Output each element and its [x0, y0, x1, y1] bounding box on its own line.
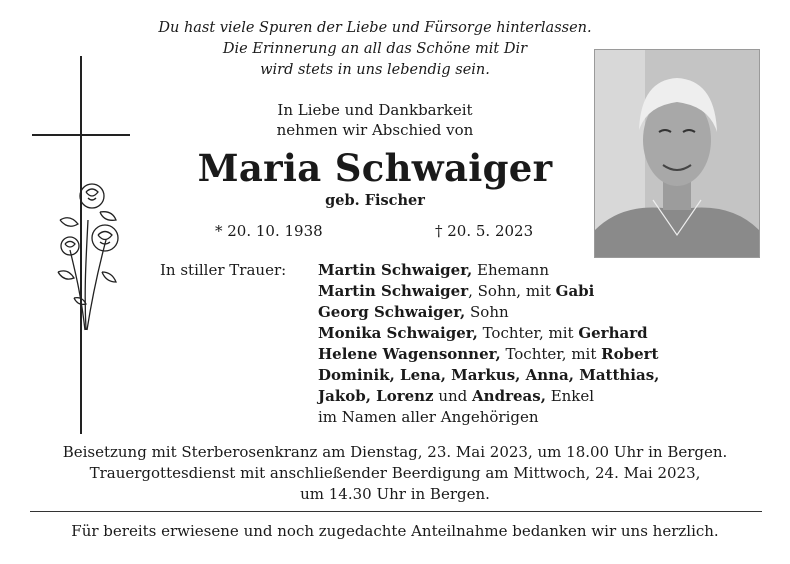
mourner-line [318, 407, 659, 428]
mourner-line [318, 386, 659, 407]
mourner-name: Helene Wagensonner, [318, 345, 501, 363]
mourners-list [318, 260, 659, 428]
divider [30, 511, 762, 512]
funeral-line: Trauergottesdienst mit anschließender Beerdigung am Mittwoch, 24. Mai 2023, [89, 464, 701, 482]
mourner-line [318, 365, 659, 386]
mourner-line [318, 281, 659, 302]
intro-line: In Liebe und Dankbarkeit [277, 101, 473, 119]
poem-line: Du hast viele Spuren der Liebe und Fürsorge hinterlassen. [158, 20, 592, 36]
mourner-relation: Enkel [545, 387, 595, 405]
mourner-relation: Ehemann [472, 261, 549, 279]
mourner-relation: Tochter, mit [500, 345, 602, 363]
mourner-line [318, 344, 659, 365]
poem-line: wird stets in uns lebendig sein. [260, 62, 490, 78]
poem-line: Die Erinnerung an all das Schöne mit Dir [222, 41, 528, 57]
mourner-relation: , Sohn, mit [468, 282, 556, 300]
intro-line: nehmen wir Abschied von [276, 121, 474, 139]
mourner-line [318, 323, 659, 344]
mourner-relation: Sohn [465, 303, 509, 321]
mourner-name: Georg Schwaiger, [318, 303, 466, 321]
funeral-info [0, 442, 790, 505]
mourner-line [318, 302, 659, 323]
mourner-name: Martin Schwaiger [318, 282, 469, 300]
mourner-name: Andreas, [472, 387, 546, 405]
mourner-relation: im Namen aller Angehörigen [318, 408, 539, 426]
portrait-photo [594, 49, 760, 258]
mourner-name: Martin Schwaiger, [318, 261, 473, 279]
maiden-name: geb. Fischer [325, 192, 425, 209]
mourner-relation: Tochter, mit [477, 324, 579, 342]
death-date: † 20. 5. 2023 [435, 222, 534, 240]
mourner-partner: Gerhard [578, 324, 648, 342]
mourner-relation: und [433, 387, 473, 405]
mourner-partner: Robert [601, 345, 659, 363]
funeral-line: Beisetzung mit Sterberosenkranz am Dienstag, 23. Mai 2023, um 18.00 Uhr in Bergen. [62, 443, 728, 461]
mourner-line [318, 260, 659, 281]
portrait-image [595, 50, 759, 257]
mourning-label: In stiller Trauer: [160, 261, 287, 279]
funeral-line: um 14.30 Uhr in Bergen. [300, 485, 490, 503]
mourner-name: Jakob, Lorenz [318, 387, 434, 405]
birth-date: * 20. 10. 1938 [215, 222, 323, 240]
mourner-partner: Gabi [555, 282, 595, 300]
mourner-name: Monika Schwaiger, [318, 324, 478, 342]
mourner-name: Dominik, Lena, Markus, Anna, Matthias, [318, 366, 660, 384]
deceased-name: Maria Schwaiger [197, 146, 553, 190]
thanks-line: Für bereits erwiesene und noch zugedachte Anteilnahme bedanken wir uns herzlich. [71, 522, 719, 540]
